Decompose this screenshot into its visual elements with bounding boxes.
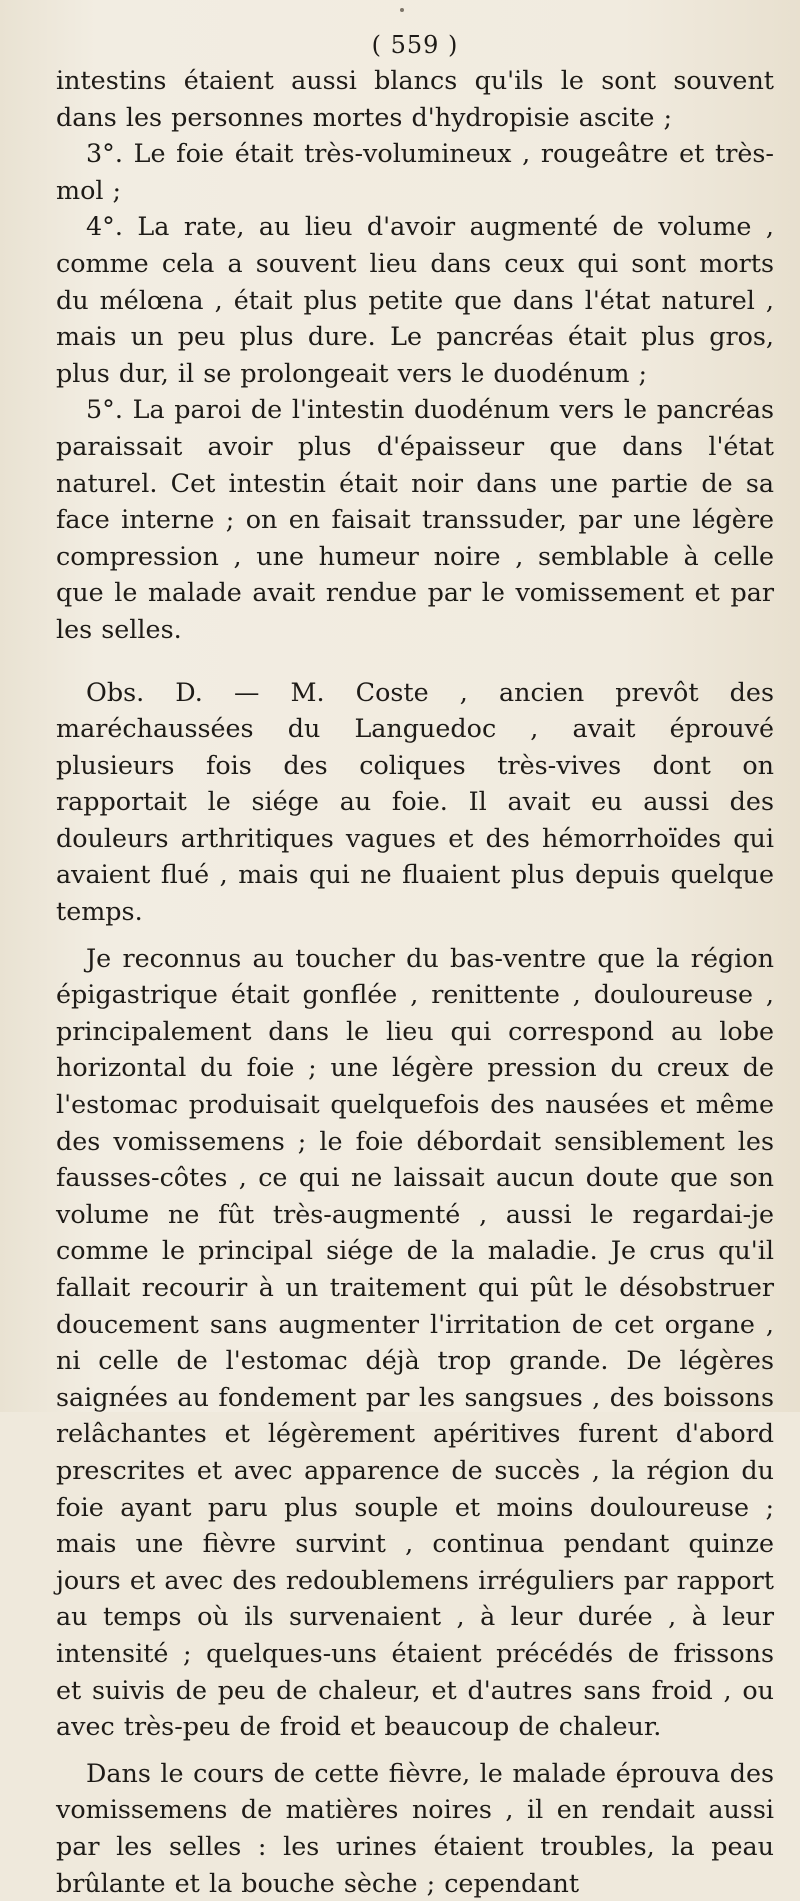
paragraph-intestins: intestins étaient aussi blancs qu'ils le sont souvent dans les personnes mortes d'hydropisie ascite ; xyxy=(56,65,774,132)
paragraph-paroi: 5°. La paroi de l'intestin duodénum vers le pancréas paraissait avoir plus d'épaisseur que dans l'état naturel. Cet intestin était noir dans une partie de sa face interne ; on en faisait transsuder, par une légère compression , une humeur noire , semblable à celle que le malade avait rendue par le vomissement et par les selles. xyxy=(56,394,774,644)
paragraph-toucher: Je reconnus au toucher du bas-ventre que la région épigastrique était gonflée , renittente , douloureuse , principalement dans le lieu qui correspond au lobe horizontal du foie ; une légère pression du creux de l'estomac produisait quelquefois des nausées et même des vomissemens ; le foie débordait sensiblement les fausses-côtes , ce qui ne laissait aucun doute que son volume ne fût très-augmenté , aussi le regardai-je comme le principal siége de la maladie. Je crus qu'il fallait recourir à un traitement qui pût le désobstruer doucement sans augmenter l'irritation de cet organe , ni celle de l'estomac déjà trop grande. De légères saignées au fondement par les sangsues , des boissons relâchantes et légèrement apéritives furent d'abord prescrites et avec apparence de succès , la région du foie ayant paru plus souple et moins douloureuse ; mais une fièvre survint , continua pendant quinze jours et avec des redoublemens irréguliers par rapport au temps où ils survenaient , à leur durée , à leur intensité ; quelques-uns étaient précédés de frissons et suivis de peu de chaleur, et d'autres sans froid , ou avec très-peu de froid et beaucoup de chaleur. xyxy=(56,942,774,1742)
paragraph-observation-d: Obs. D. — M. Coste , ancien prevôt des maréchaussées du Languedoc , avait éprouvé plusieurs fois des coliques très-vives dont on rapportait le siége au foie. Il avait eu aussi des douleurs arthritiques vagues et des hémorrhoïdes qui avaient flué , mais qui ne fluaient plus depuis quelque temps. xyxy=(56,676,774,927)
page-number: ( 559 ) xyxy=(371,31,459,59)
paragraph-fievre: Dans le cours de cette fièvre, le malade éprouva des vomissemens de matières noires , il en rendait aussi par les selles : les urines étaient troubles, la peau brûlante et la bouche sèche ; cependant xyxy=(56,1757,774,1898)
paragraph-foie: 3°. Le foie était très-volumineux , rougeâtre et très-mol ; xyxy=(56,138,774,205)
paragraph-rate: 4°. La rate, au lieu d'avoir augmenté de volume , comme cela a souvent lieu dans ceux qui sont morts du mélœna , était plus petite que dans l'état naturel , mais un peu plus dure. Le pancréas était plus gros, plus dur, il se prolongeait vers le duodénum ; xyxy=(56,211,774,388)
ink-dot xyxy=(400,8,404,12)
